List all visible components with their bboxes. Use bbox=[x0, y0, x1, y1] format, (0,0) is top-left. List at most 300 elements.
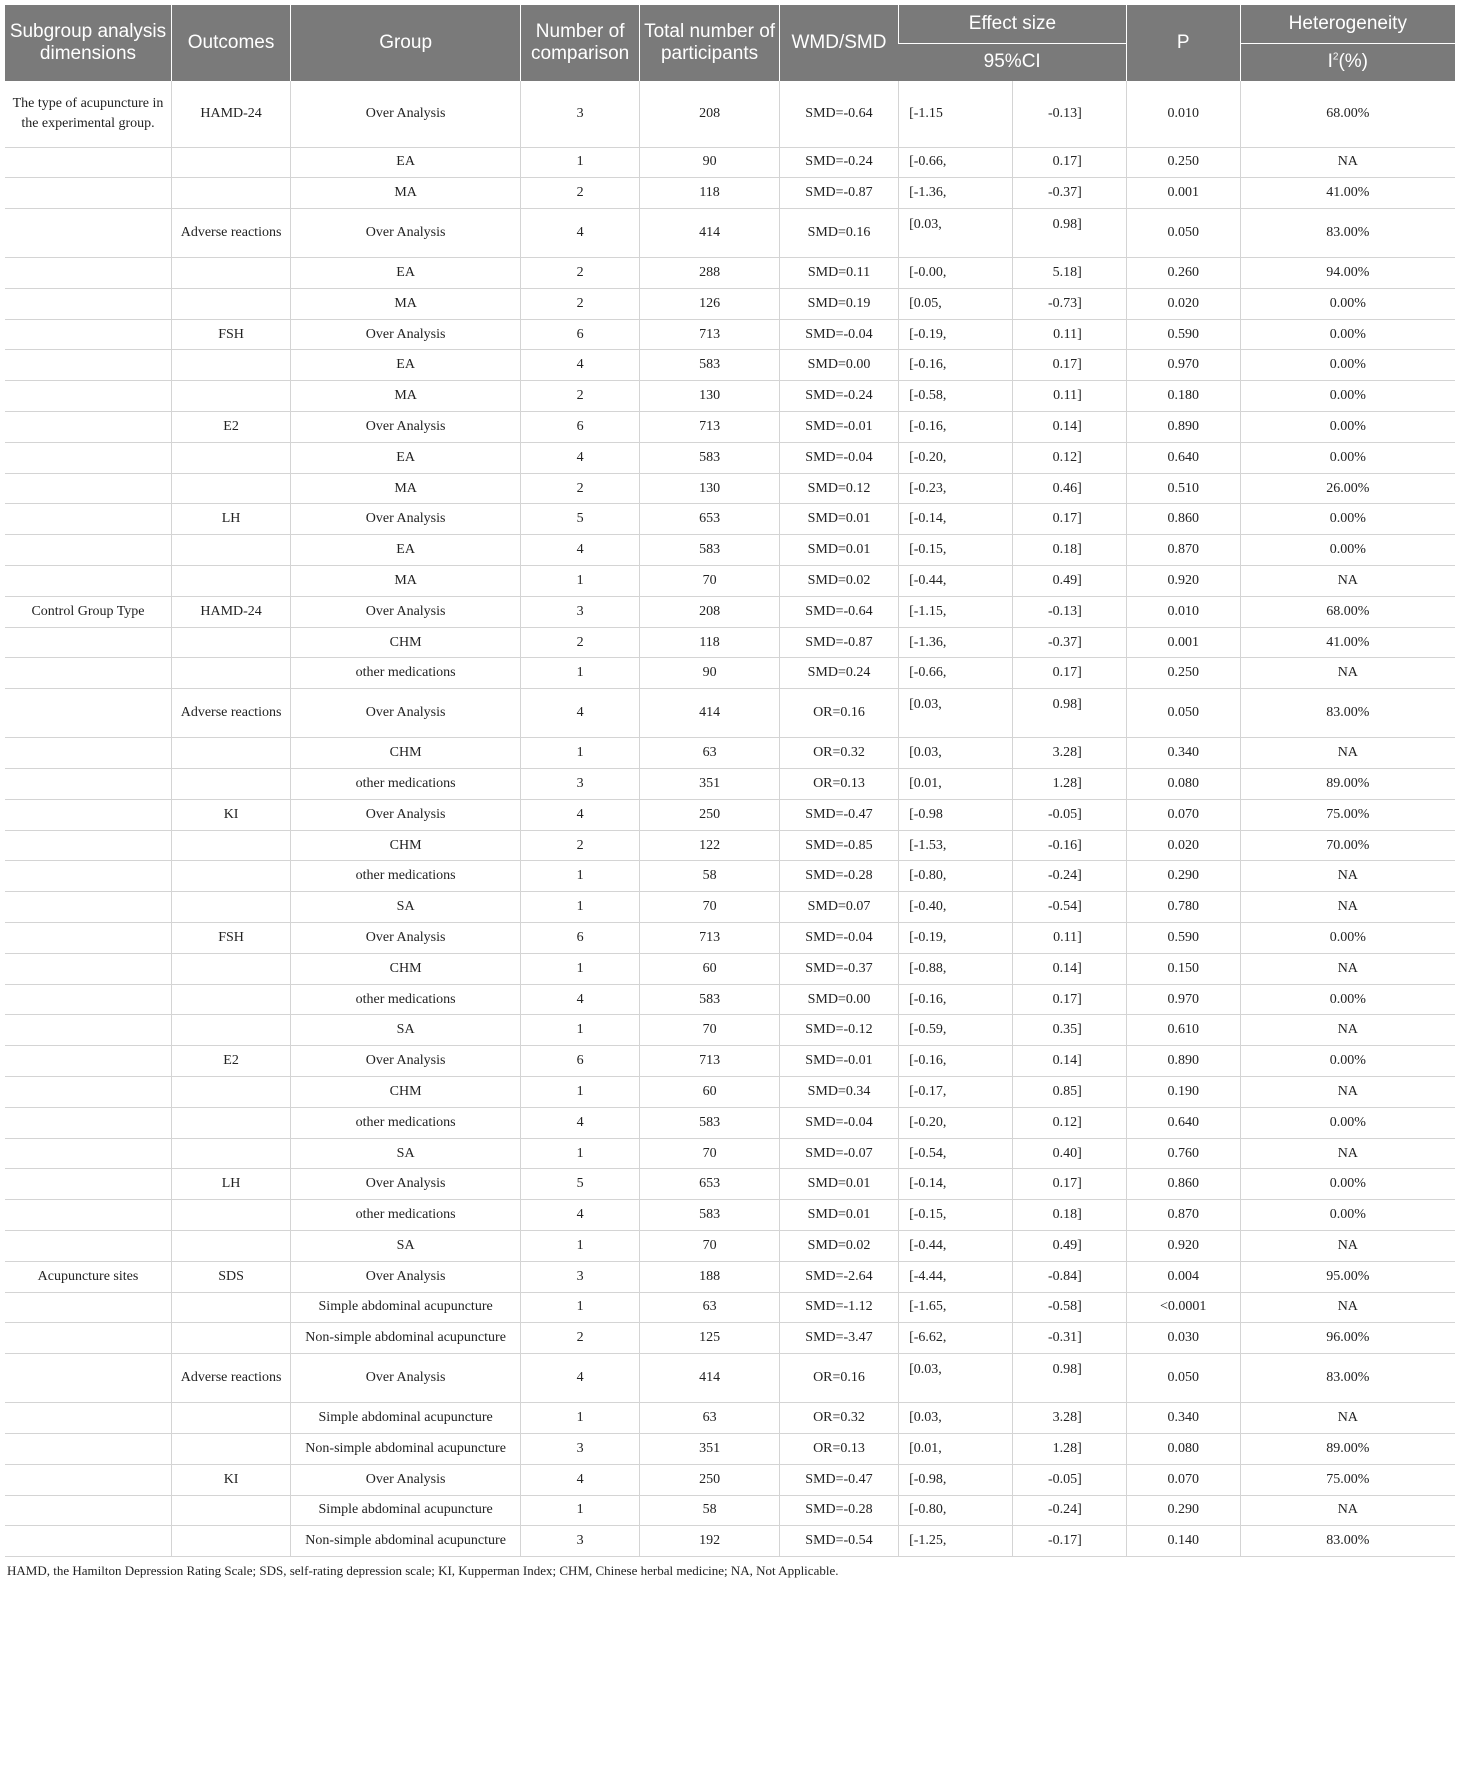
comparisons-cell: 1 bbox=[521, 1231, 640, 1262]
heterogeneity-cell: 26.00% bbox=[1240, 473, 1455, 504]
p-value-cell: 0.860 bbox=[1126, 504, 1240, 535]
table-row bbox=[5, 350, 1455, 381]
dimension-cell bbox=[5, 1138, 171, 1169]
ci-lower-cell: [0.03, bbox=[899, 1403, 1013, 1434]
outcome-cell bbox=[171, 288, 290, 319]
group-cell: Non-simple abdominal acupuncture bbox=[291, 1433, 521, 1464]
p-value-cell: 0.340 bbox=[1126, 1403, 1240, 1434]
group-cell: Over Analysis bbox=[291, 1354, 521, 1403]
dimension-cell bbox=[5, 442, 171, 473]
p-value-cell: 0.510 bbox=[1126, 473, 1240, 504]
ci-upper-cell: 0.49] bbox=[1012, 566, 1126, 597]
ci-lower-cell: [0.01, bbox=[899, 1433, 1013, 1464]
effect-estimate-cell: OR=0.32 bbox=[779, 1403, 898, 1434]
p-value-cell: 0.590 bbox=[1126, 923, 1240, 954]
ci-lower-cell: [-1.25, bbox=[899, 1526, 1013, 1557]
comparisons-cell: 4 bbox=[521, 1354, 640, 1403]
table-row bbox=[5, 147, 1455, 178]
ci-upper-cell: 0.98] bbox=[1012, 1354, 1126, 1403]
group-cell: Over Analysis bbox=[291, 412, 521, 443]
comparisons-cell: 1 bbox=[521, 738, 640, 769]
p-value-cell: 0.140 bbox=[1126, 1526, 1240, 1557]
ci-lower-cell: [-0.19, bbox=[899, 319, 1013, 350]
participants-cell: 653 bbox=[640, 1169, 780, 1200]
dimension-cell bbox=[5, 1323, 171, 1354]
table-row bbox=[5, 1015, 1455, 1046]
effect-estimate-cell: SMD=-0.37 bbox=[779, 953, 898, 984]
table-row bbox=[5, 1354, 1455, 1403]
effect-estimate-cell: SMD=-0.64 bbox=[779, 81, 898, 147]
comparisons-cell: 1 bbox=[521, 147, 640, 178]
ci-upper-cell: 0.40] bbox=[1012, 1138, 1126, 1169]
effect-estimate-cell: SMD=-0.28 bbox=[779, 861, 898, 892]
effect-estimate-cell: SMD=-1.12 bbox=[779, 1292, 898, 1323]
p-value-cell: 0.870 bbox=[1126, 535, 1240, 566]
comparisons-cell: 5 bbox=[521, 504, 640, 535]
p-value-cell: 0.970 bbox=[1126, 350, 1240, 381]
table-row bbox=[5, 1107, 1455, 1138]
table-row bbox=[5, 892, 1455, 923]
effect-estimate-cell: OR=0.13 bbox=[779, 1433, 898, 1464]
table-row bbox=[5, 473, 1455, 504]
comparisons-cell: 3 bbox=[521, 1433, 640, 1464]
heterogeneity-cell: 68.00% bbox=[1240, 596, 1455, 627]
participants-cell: 414 bbox=[640, 209, 780, 258]
ci-lower-cell: [0.03, bbox=[899, 1354, 1013, 1403]
group-cell: other medications bbox=[291, 1200, 521, 1231]
dimension-cell bbox=[5, 535, 171, 566]
heterogeneity-cell: NA bbox=[1240, 147, 1455, 178]
p-value-cell: 0.760 bbox=[1126, 1138, 1240, 1169]
outcome-cell: Adverse reactions bbox=[171, 209, 290, 258]
effect-estimate-cell: SMD=-0.85 bbox=[779, 830, 898, 861]
group-cell: Over Analysis bbox=[291, 81, 521, 147]
ci-upper-cell: 0.14] bbox=[1012, 1046, 1126, 1077]
p-value-cell: 0.050 bbox=[1126, 209, 1240, 258]
heterogeneity-cell: 0.00% bbox=[1240, 1107, 1455, 1138]
group-cell: other medications bbox=[291, 861, 521, 892]
heterogeneity-cell: 83.00% bbox=[1240, 689, 1455, 738]
ci-lower-cell: [-0.44, bbox=[899, 566, 1013, 597]
outcome-cell: LH bbox=[171, 504, 290, 535]
outcome-cell bbox=[171, 769, 290, 800]
effect-estimate-cell: SMD=-0.47 bbox=[779, 799, 898, 830]
group-cell: Over Analysis bbox=[291, 504, 521, 535]
effect-estimate-cell: OR=0.32 bbox=[779, 738, 898, 769]
outcome-cell bbox=[171, 1526, 290, 1557]
effect-estimate-cell: SMD=-0.01 bbox=[779, 1046, 898, 1077]
group-cell: CHM bbox=[291, 1077, 521, 1108]
table-row bbox=[5, 1526, 1455, 1557]
table-footnote: HAMD, the Hamilton Depression Rating Scale; SDS, self-rating depression scale; KI, Kupperman Index; CHM, Chinese herbal medicine; NA, Not Applicable. bbox=[7, 1563, 839, 1579]
outcome-cell bbox=[171, 1138, 290, 1169]
ci-upper-cell: 0.12] bbox=[1012, 442, 1126, 473]
ci-upper-cell: 0.14] bbox=[1012, 412, 1126, 443]
heterogeneity-cell: 0.00% bbox=[1240, 288, 1455, 319]
ci-lower-cell: [-0.15, bbox=[899, 1200, 1013, 1231]
outcome-cell bbox=[171, 1433, 290, 1464]
comparisons-cell: 4 bbox=[521, 442, 640, 473]
effect-estimate-cell: OR=0.16 bbox=[779, 689, 898, 738]
group-cell: other medications bbox=[291, 769, 521, 800]
comparisons-cell: 1 bbox=[521, 1015, 640, 1046]
participants-cell: 118 bbox=[640, 627, 780, 658]
comparisons-cell: 2 bbox=[521, 627, 640, 658]
dimension-cell bbox=[5, 1169, 171, 1200]
comparisons-cell: 3 bbox=[521, 1526, 640, 1557]
participants-cell: 208 bbox=[640, 596, 780, 627]
ci-lower-cell: [-1.36, bbox=[899, 627, 1013, 658]
ci-lower-cell: [-0.40, bbox=[899, 892, 1013, 923]
heterogeneity-cell: NA bbox=[1240, 566, 1455, 597]
dimension-cell bbox=[5, 892, 171, 923]
dimension-cell: Control Group Type bbox=[5, 596, 171, 627]
effect-estimate-cell: SMD=-0.64 bbox=[779, 596, 898, 627]
heterogeneity-cell: 68.00% bbox=[1240, 81, 1455, 147]
outcome-cell: Adverse reactions bbox=[171, 689, 290, 738]
ci-lower-cell: [-0.20, bbox=[899, 1107, 1013, 1138]
group-cell: SA bbox=[291, 1138, 521, 1169]
table-row bbox=[5, 504, 1455, 535]
comparisons-cell: 5 bbox=[521, 1169, 640, 1200]
table-row bbox=[5, 799, 1455, 830]
participants-cell: 583 bbox=[640, 984, 780, 1015]
p-value-cell: 0.070 bbox=[1126, 1464, 1240, 1495]
comparisons-cell: 2 bbox=[521, 830, 640, 861]
outcome-cell bbox=[171, 178, 290, 209]
heterogeneity-cell: 83.00% bbox=[1240, 1354, 1455, 1403]
heterogeneity-cell: 89.00% bbox=[1240, 1433, 1455, 1464]
table-row bbox=[5, 738, 1455, 769]
group-cell: MA bbox=[291, 566, 521, 597]
ci-upper-cell: 3.28] bbox=[1012, 738, 1126, 769]
dimension-cell bbox=[5, 1077, 171, 1108]
comparisons-cell: 6 bbox=[521, 923, 640, 954]
outcome-cell: KI bbox=[171, 799, 290, 830]
comparisons-cell: 1 bbox=[521, 1403, 640, 1434]
ci-upper-cell: 0.18] bbox=[1012, 535, 1126, 566]
group-cell: Non-simple abdominal acupuncture bbox=[291, 1526, 521, 1557]
effect-estimate-cell: SMD=0.16 bbox=[779, 209, 898, 258]
group-cell: Non-simple abdominal acupuncture bbox=[291, 1323, 521, 1354]
group-cell: Over Analysis bbox=[291, 689, 521, 738]
ci-upper-cell: 0.17] bbox=[1012, 984, 1126, 1015]
ci-lower-cell: [-0.16, bbox=[899, 350, 1013, 381]
table-row bbox=[5, 923, 1455, 954]
effect-estimate-cell: SMD=-3.47 bbox=[779, 1323, 898, 1354]
outcome-cell bbox=[171, 350, 290, 381]
outcome-cell bbox=[171, 1077, 290, 1108]
effect-estimate-cell: SMD=0.07 bbox=[779, 892, 898, 923]
p-value-cell: 0.010 bbox=[1126, 596, 1240, 627]
ci-lower-cell: [-4.44, bbox=[899, 1261, 1013, 1292]
dimension-cell bbox=[5, 473, 171, 504]
comparisons-cell: 1 bbox=[521, 566, 640, 597]
heterogeneity-cell: NA bbox=[1240, 861, 1455, 892]
table-row bbox=[5, 1138, 1455, 1169]
table-row bbox=[5, 984, 1455, 1015]
p-value-cell: 0.030 bbox=[1126, 1323, 1240, 1354]
comparisons-cell: 1 bbox=[521, 953, 640, 984]
group-cell: other medications bbox=[291, 1107, 521, 1138]
heterogeneity-cell: NA bbox=[1240, 892, 1455, 923]
outcome-cell bbox=[171, 147, 290, 178]
effect-estimate-cell: SMD=0.19 bbox=[779, 288, 898, 319]
group-cell: Simple abdominal acupuncture bbox=[291, 1495, 521, 1526]
outcome-cell bbox=[171, 535, 290, 566]
dimension-cell bbox=[5, 627, 171, 658]
effect-estimate-cell: SMD=0.11 bbox=[779, 258, 898, 289]
heterogeneity-cell: NA bbox=[1240, 1231, 1455, 1262]
effect-estimate-cell: SMD=0.00 bbox=[779, 984, 898, 1015]
table-row bbox=[5, 1169, 1455, 1200]
subgroup-analysis-table-container bbox=[5, 5, 1455, 1579]
participants-cell: 653 bbox=[640, 504, 780, 535]
comparisons-cell: 3 bbox=[521, 596, 640, 627]
ci-lower-cell: [-1.53, bbox=[899, 830, 1013, 861]
dimension-cell bbox=[5, 1015, 171, 1046]
p-value-cell: 0.640 bbox=[1126, 442, 1240, 473]
participants-cell: 583 bbox=[640, 1107, 780, 1138]
table-row bbox=[5, 535, 1455, 566]
table-row bbox=[5, 1495, 1455, 1526]
ci-lower-cell: [-0.98 bbox=[899, 799, 1013, 830]
heterogeneity-cell: 0.00% bbox=[1240, 1200, 1455, 1231]
ci-upper-cell: 0.14] bbox=[1012, 953, 1126, 984]
effect-estimate-cell: OR=0.13 bbox=[779, 769, 898, 800]
header-participants: Total number of participants bbox=[640, 5, 780, 81]
group-cell: EA bbox=[291, 147, 521, 178]
heterogeneity-cell: 41.00% bbox=[1240, 178, 1455, 209]
heterogeneity-cell: 0.00% bbox=[1240, 504, 1455, 535]
ci-lower-cell: [-0.14, bbox=[899, 504, 1013, 535]
p-value-cell: 0.250 bbox=[1126, 658, 1240, 689]
ci-upper-cell: 0.98] bbox=[1012, 689, 1126, 738]
dimension-cell bbox=[5, 861, 171, 892]
participants-cell: 288 bbox=[640, 258, 780, 289]
ci-upper-cell: -0.24] bbox=[1012, 1495, 1126, 1526]
participants-cell: 70 bbox=[640, 1015, 780, 1046]
heterogeneity-cell: 70.00% bbox=[1240, 830, 1455, 861]
dimension-cell bbox=[5, 1403, 171, 1434]
ci-lower-cell: [0.01, bbox=[899, 769, 1013, 800]
dimension-cell bbox=[5, 658, 171, 689]
participants-cell: 90 bbox=[640, 147, 780, 178]
header-group: Group bbox=[291, 5, 521, 81]
participants-cell: 63 bbox=[640, 738, 780, 769]
group-cell: Over Analysis bbox=[291, 319, 521, 350]
group-cell: Over Analysis bbox=[291, 1169, 521, 1200]
heterogeneity-cell: NA bbox=[1240, 1403, 1455, 1434]
p-value-cell: <0.0001 bbox=[1126, 1292, 1240, 1323]
comparisons-cell: 2 bbox=[521, 1323, 640, 1354]
effect-estimate-cell: SMD=0.12 bbox=[779, 473, 898, 504]
ci-upper-cell: -0.05] bbox=[1012, 799, 1126, 830]
table-row bbox=[5, 1046, 1455, 1077]
effect-estimate-cell: OR=0.16 bbox=[779, 1354, 898, 1403]
participants-cell: 351 bbox=[640, 1433, 780, 1464]
table-row bbox=[5, 1433, 1455, 1464]
comparisons-cell: 4 bbox=[521, 689, 640, 738]
group-cell: Over Analysis bbox=[291, 1046, 521, 1077]
subgroup-analysis-table bbox=[5, 5, 1455, 1557]
ci-lower-cell: [-0.98, bbox=[899, 1464, 1013, 1495]
p-value-cell: 0.010 bbox=[1126, 81, 1240, 147]
comparisons-cell: 2 bbox=[521, 178, 640, 209]
ci-lower-cell: [-0.20, bbox=[899, 442, 1013, 473]
ci-upper-cell: -0.05] bbox=[1012, 1464, 1126, 1495]
group-cell: Over Analysis bbox=[291, 799, 521, 830]
outcome-cell bbox=[171, 1231, 290, 1262]
ci-upper-cell: -0.37] bbox=[1012, 178, 1126, 209]
ci-lower-cell: [0.03, bbox=[899, 738, 1013, 769]
dimension-cell bbox=[5, 1464, 171, 1495]
ci-lower-cell: [0.05, bbox=[899, 288, 1013, 319]
dimension-cell bbox=[5, 799, 171, 830]
effect-estimate-cell: SMD=-0.87 bbox=[779, 627, 898, 658]
effect-estimate-cell: SMD=0.00 bbox=[779, 350, 898, 381]
outcome-cell bbox=[171, 830, 290, 861]
outcome-cell bbox=[171, 473, 290, 504]
effect-estimate-cell: SMD=-0.28 bbox=[779, 1495, 898, 1526]
ci-upper-cell: 0.46] bbox=[1012, 473, 1126, 504]
p-value-cell: 0.590 bbox=[1126, 319, 1240, 350]
ci-upper-cell: 0.11] bbox=[1012, 923, 1126, 954]
table-row bbox=[5, 566, 1455, 597]
ci-lower-cell: [0.03, bbox=[899, 689, 1013, 738]
table-row bbox=[5, 381, 1455, 412]
heterogeneity-cell: NA bbox=[1240, 1292, 1455, 1323]
effect-estimate-cell: SMD=0.01 bbox=[779, 1169, 898, 1200]
group-cell: EA bbox=[291, 350, 521, 381]
participants-cell: 583 bbox=[640, 1200, 780, 1231]
participants-cell: 250 bbox=[640, 1464, 780, 1495]
header-p: P bbox=[1126, 5, 1240, 81]
group-cell: other medications bbox=[291, 658, 521, 689]
table-row bbox=[5, 1077, 1455, 1108]
participants-cell: 713 bbox=[640, 319, 780, 350]
comparisons-cell: 4 bbox=[521, 799, 640, 830]
heterogeneity-cell: 0.00% bbox=[1240, 923, 1455, 954]
ci-lower-cell: [-0.54, bbox=[899, 1138, 1013, 1169]
dimension-cell bbox=[5, 566, 171, 597]
p-value-cell: 0.020 bbox=[1126, 830, 1240, 861]
participants-cell: 70 bbox=[640, 1231, 780, 1262]
p-value-cell: 0.070 bbox=[1126, 799, 1240, 830]
outcome-cell bbox=[171, 258, 290, 289]
group-cell: Over Analysis bbox=[291, 596, 521, 627]
group-cell: SA bbox=[291, 1231, 521, 1262]
participants-cell: 130 bbox=[640, 381, 780, 412]
dimension-cell bbox=[5, 381, 171, 412]
p-value-cell: 0.290 bbox=[1126, 861, 1240, 892]
comparisons-cell: 1 bbox=[521, 658, 640, 689]
p-value-cell: 0.290 bbox=[1126, 1495, 1240, 1526]
comparisons-cell: 4 bbox=[521, 209, 640, 258]
ci-lower-cell: [-1.65, bbox=[899, 1292, 1013, 1323]
table-row bbox=[5, 769, 1455, 800]
heterogeneity-cell: 95.00% bbox=[1240, 1261, 1455, 1292]
outcome-cell bbox=[171, 381, 290, 412]
table-row bbox=[5, 596, 1455, 627]
participants-cell: 70 bbox=[640, 1138, 780, 1169]
heterogeneity-cell: NA bbox=[1240, 1495, 1455, 1526]
dimension-cell bbox=[5, 288, 171, 319]
p-value-cell: 0.970 bbox=[1126, 984, 1240, 1015]
ci-lower-cell: [-1.36, bbox=[899, 178, 1013, 209]
dimension-cell bbox=[5, 1107, 171, 1138]
participants-cell: 713 bbox=[640, 1046, 780, 1077]
ci-lower-cell: [-0.58, bbox=[899, 381, 1013, 412]
comparisons-cell: 2 bbox=[521, 288, 640, 319]
participants-cell: 126 bbox=[640, 288, 780, 319]
dimension-cell: The type of acupuncture in the experimental group. bbox=[5, 81, 171, 147]
p-value-cell: 0.780 bbox=[1126, 892, 1240, 923]
effect-estimate-cell: SMD=0.01 bbox=[779, 535, 898, 566]
ci-lower-cell: [-0.00, bbox=[899, 258, 1013, 289]
dimension-cell bbox=[5, 1354, 171, 1403]
ci-upper-cell: 0.17] bbox=[1012, 350, 1126, 381]
heterogeneity-cell: 94.00% bbox=[1240, 258, 1455, 289]
table-row bbox=[5, 1403, 1455, 1434]
ci-lower-cell: [-0.66, bbox=[899, 658, 1013, 689]
dimension-cell bbox=[5, 1200, 171, 1231]
comparisons-cell: 1 bbox=[521, 1495, 640, 1526]
header-heterogeneity: Heterogeneity bbox=[1240, 5, 1455, 43]
dimension-cell bbox=[5, 504, 171, 535]
comparisons-cell: 4 bbox=[521, 1107, 640, 1138]
dimension-cell bbox=[5, 1046, 171, 1077]
ci-upper-cell: 0.11] bbox=[1012, 319, 1126, 350]
heterogeneity-cell: 96.00% bbox=[1240, 1323, 1455, 1354]
dimension-cell bbox=[5, 350, 171, 381]
comparisons-cell: 2 bbox=[521, 381, 640, 412]
participants-cell: 130 bbox=[640, 473, 780, 504]
participants-cell: 192 bbox=[640, 1526, 780, 1557]
ci-upper-cell: -0.17] bbox=[1012, 1526, 1126, 1557]
participants-cell: 713 bbox=[640, 923, 780, 954]
participants-cell: 414 bbox=[640, 689, 780, 738]
table-row bbox=[5, 658, 1455, 689]
effect-estimate-cell: SMD=-0.24 bbox=[779, 147, 898, 178]
effect-estimate-cell: SMD=-0.07 bbox=[779, 1138, 898, 1169]
ci-upper-cell: 0.49] bbox=[1012, 1231, 1126, 1262]
dimension-cell bbox=[5, 147, 171, 178]
group-cell: other medications bbox=[291, 984, 521, 1015]
outcome-cell bbox=[171, 861, 290, 892]
ci-upper-cell: 0.18] bbox=[1012, 1200, 1126, 1231]
comparisons-cell: 3 bbox=[521, 769, 640, 800]
ci-lower-cell: [-0.14, bbox=[899, 1169, 1013, 1200]
table-row bbox=[5, 81, 1455, 147]
ci-lower-cell: [-0.44, bbox=[899, 1231, 1013, 1262]
ci-upper-cell: -0.37] bbox=[1012, 627, 1126, 658]
participants-cell: 90 bbox=[640, 658, 780, 689]
participants-cell: 63 bbox=[640, 1403, 780, 1434]
table-row bbox=[5, 319, 1455, 350]
effect-estimate-cell: SMD=-0.04 bbox=[779, 1107, 898, 1138]
ci-upper-cell: -0.13] bbox=[1012, 596, 1126, 627]
outcome-cell bbox=[171, 658, 290, 689]
p-value-cell: 0.050 bbox=[1126, 689, 1240, 738]
ci-upper-cell: -0.16] bbox=[1012, 830, 1126, 861]
dimension-cell bbox=[5, 1292, 171, 1323]
effect-estimate-cell: SMD=-0.47 bbox=[779, 1464, 898, 1495]
group-cell: MA bbox=[291, 473, 521, 504]
header-effect-size: Effect size bbox=[899, 5, 1127, 43]
participants-cell: 60 bbox=[640, 1077, 780, 1108]
outcome-cell bbox=[171, 627, 290, 658]
